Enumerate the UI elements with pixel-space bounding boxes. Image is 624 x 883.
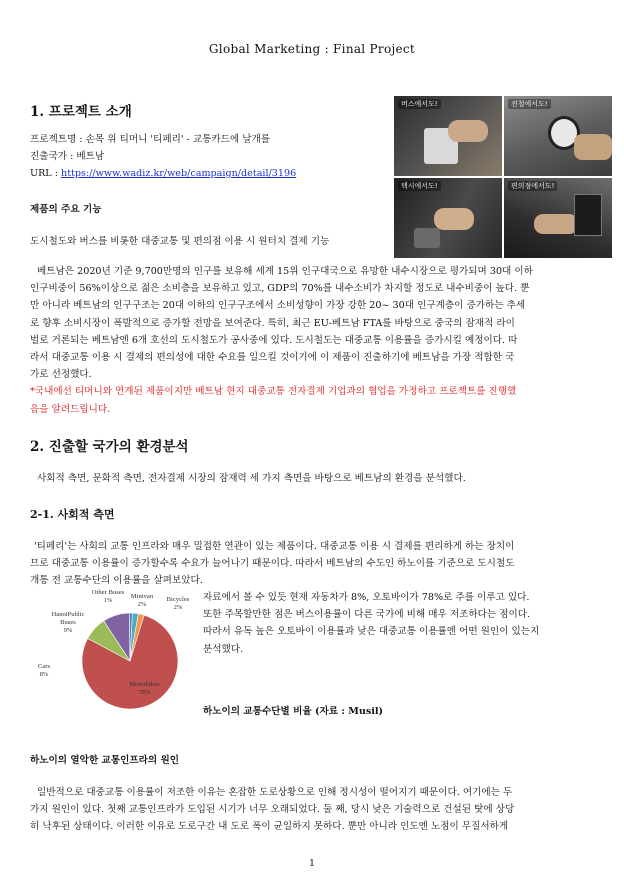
note-line: *국내에선 티머니와 연계된 제품이지만 베트남 현지 대중교통 전자결제 기업과의 협업을 가정하고 프로젝트를 진행했 bbox=[30, 386, 517, 398]
body-line: 베트남은 2020년 기준 9,700만명의 인구를 보유해 세계 15위 인구대국으로 유망한 내수시장으로 평가되며 30대 이하 bbox=[37, 266, 533, 277]
side-line: 또한 주목할만한 점은 버스이용률이 다른 국가에 비해 매우 저조하다는 점이다. bbox=[203, 609, 531, 621]
body-line: '티페리'는 사회의 교통 인프라와 매우 밀접한 연관이 있는 제품이다. 대중교통 이용 시 결제를 편리하게 하는 장치이 bbox=[34, 541, 515, 552]
pie-label-percent: 2% bbox=[173, 604, 183, 611]
pie-label-percent: 78% bbox=[138, 688, 151, 696]
body-line: 일반적으로 대중교통 이용률이 저조한 이유는 혼잡한 도로상황으로 인해 정시성이 떨어지기 때문이다. 여기에는 두 bbox=[37, 787, 513, 798]
chart-caption: 하노이의 교통수단별 비율 (자료 : Musil) bbox=[203, 706, 384, 717]
pie-label-name: Cars bbox=[37, 663, 51, 670]
target-country-line: 진출국가 : 베트남 bbox=[30, 151, 105, 162]
body-line: 만 아니라 베트남의 인구구조는 20대 이하의 인구구조에서 소비성향이 가장 강한 20~ 30대 인구계층이 증가하는 추세 bbox=[30, 300, 526, 312]
section-2-1-heading: 2-1. 사회적 측면 bbox=[30, 508, 115, 521]
campaign-link[interactable]: https://www.wadiz.kr/web/campaign/detail/3196 bbox=[61, 168, 297, 179]
pie-label-name: Motorbikes bbox=[129, 680, 160, 688]
pie-label-percent: 8% bbox=[39, 671, 49, 678]
photo-convenience-store bbox=[504, 178, 612, 258]
side-line: 따라서 유독 높은 오토바이 이용률과 낮은 대중교통 이용률엔 어떤 원인이 있는지 bbox=[203, 626, 540, 638]
photo-taxi bbox=[394, 178, 502, 258]
body-line: 인구비중이 56%이상으로 젊은 소비층을 보유하고 있고, GDP의 70%를 내수소비가 차지할 정도로 내수비중이 높다. 뿐 bbox=[30, 283, 530, 295]
photo-bus bbox=[394, 96, 502, 176]
url-label: URL : bbox=[30, 168, 62, 179]
infra-body bbox=[30, 784, 596, 836]
pie-label-percent: 9% bbox=[63, 627, 73, 634]
chart-analysis-text bbox=[203, 589, 598, 658]
section-2-intro: 사회적 측면, 문화적 측면, 전자결제 시장의 잠재력 세 가지 측면을 바탕으로 베트남의 환경을 분석했다. bbox=[37, 473, 466, 484]
body-line: 로 향후 소비시장이 폭발적으로 증가할 전망을 보여준다. 특히, 최근 EU-베트남 FTA를 바탕으로 중국의 잠재적 라이 bbox=[30, 317, 515, 329]
document-title: Global Marketing : Final Project bbox=[208, 42, 416, 56]
pie-label-name: HanoiPublic Buses bbox=[51, 611, 85, 626]
body-line: 라서 대중교통 이용 시 결제의 편의성에 대한 수요를 일으킬 것이기에 이 제품이 진출하기에 베트남을 가장 적합한 국 bbox=[30, 352, 515, 364]
body-line: 므로 대중교통 이용률이 증가할수록 수요가 늘어나기 때문이다. 따라서 베트남의 수도인 하노이를 기준으로 도시철도 bbox=[30, 558, 515, 570]
pie-label-percent: 2% bbox=[137, 601, 147, 608]
side-line: 자료에서 볼 수 있듯 현재 자동차가 8%, 오토바이가 78%로 주를 이루고 있다. bbox=[203, 592, 530, 603]
transport-share-pie-chart bbox=[30, 586, 200, 716]
page-number: 1 bbox=[308, 858, 316, 869]
photo-tag-convenience: 편의점에서도! bbox=[508, 181, 557, 191]
section-2-heading: 2. 진출할 국가의 환경분석 bbox=[30, 439, 189, 455]
product-photo-grid bbox=[394, 96, 612, 258]
photo-subway bbox=[504, 96, 612, 176]
note-line: 음을 알려드립니다. bbox=[30, 403, 111, 415]
body-line: 벌로 거론되는 베트남엔 6개 호선의 도시철도가 공사중에 있다. 도시철도는 대중교통 이용률을 증가시킬 예정이다. 따 bbox=[30, 334, 518, 346]
body-line: 가지 원인이 있다. 첫째 교통인프라가 도입된 시기가 너무 오래되었다. 둘 째, 당시 낮은 기술력으로 건설된 탓에 상당 bbox=[30, 804, 515, 816]
section-1-heading: 1. 프로젝트 소개 bbox=[30, 104, 132, 120]
pie-label-name: Bicycles bbox=[166, 596, 190, 603]
body-line: 히 낙후된 상태이다. 이러한 이유로 도로구간 내 도로 폭이 균일하지 못하다. 뿐만 아니라 인도엔 노점이 무질서하게 bbox=[30, 821, 509, 833]
pie-label-percent: 1% bbox=[103, 597, 113, 604]
pie-slices bbox=[82, 613, 178, 709]
section-2-1-body bbox=[30, 538, 596, 590]
features-heading: 제품의 주요 기능 bbox=[30, 204, 102, 215]
side-line: 분석했다. bbox=[203, 643, 244, 655]
body-line: 개통 전 교통수단의 이용률을 살펴보았다. bbox=[30, 575, 203, 587]
photo-tag-subway: 전철에서도! bbox=[508, 99, 551, 109]
url-line bbox=[30, 166, 296, 183]
pie-label-name: Minivan bbox=[130, 593, 154, 600]
photo-tag-taxi: 택시에서도! bbox=[398, 181, 441, 191]
infra-heading: 하노이의 열악한 교통인프라의 원인 bbox=[30, 755, 180, 766]
body-line: 가로 선정했다. bbox=[30, 369, 92, 381]
pie-label-name: Other Buses bbox=[91, 589, 125, 596]
photo-tag-bus: 버스에서도! bbox=[398, 99, 441, 109]
project-name-line: 프로젝트명 : 손목 위 티머니 '티페리' - 교통카드에 날개를 bbox=[30, 134, 271, 145]
section-1-body bbox=[30, 263, 596, 418]
features-text: 도시철도와 버스를 비롯한 대중교통 및 편의점 이용 시 원터치 결제 기능 bbox=[30, 236, 330, 247]
